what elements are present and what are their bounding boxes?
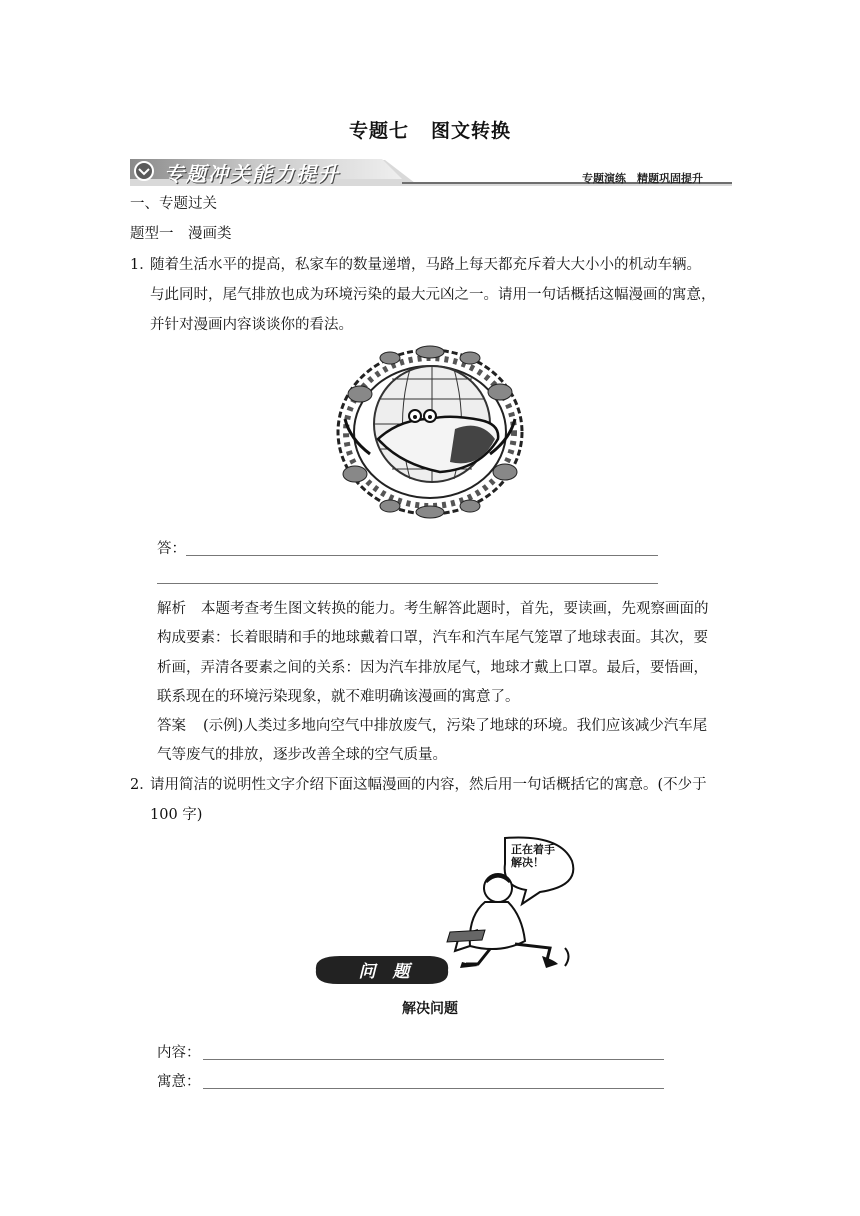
q1-answer-key-line2: 气等废气的排放，逐步改善全球的空气质量。 <box>157 747 447 763</box>
cartoon-caption: 解决问题 <box>402 1001 458 1017</box>
speech-bubble-line1: 正在着手 <box>511 843 555 856</box>
q1-analysis-line1: 本题考查考生图文转换的能力。考生解答此题时，首先，要读画，先观察画面的 <box>201 601 709 617</box>
q1-analysis-line3: 析画，弄清各要素之间的关系：因为汽车排放尾气，地球才戴上口罩。最后，要悟画， <box>157 660 708 676</box>
title-part1: 专题七 <box>348 120 409 142</box>
q2-number: 2． <box>130 777 154 793</box>
speech-bubble-line2: 解决！ <box>511 856 544 869</box>
q1-answer-key-label: 答案 <box>157 718 186 734</box>
q1-analysis-line2: 构成要素：长着眼睛和手的地球戴着口罩，汽车和汽车尾气笼罩了地球表面。其次，要 <box>157 630 708 646</box>
q2-meaning-label: 寓意： <box>157 1074 201 1090</box>
section-banner <box>130 157 732 187</box>
q1-number: 1． <box>130 257 154 273</box>
q1-line2: 与此同时，尾气排放也成为环境污染的最大元凶之一。请用一句话概括这幅漫画的寓意， <box>150 287 716 303</box>
chevron-circle-icon <box>135 162 153 180</box>
earth-mask-cartoon <box>330 344 530 520</box>
q1-line3: 并针对漫画内容谈谈你的看法。 <box>150 317 353 333</box>
q2-line2: 100 字) <box>150 807 203 823</box>
problem-cartoon <box>310 836 580 992</box>
section-heading: 一、专题过关 <box>130 196 217 212</box>
q1-analysis-label: 解析 <box>157 601 186 617</box>
q1-answer-label: 答： <box>157 541 186 557</box>
problem-stone-text: 问 题 <box>358 962 410 982</box>
q2-content-line[interactable] <box>203 1059 664 1060</box>
q2-line1: 请用简洁的说明性文字介绍下面这幅漫画的内容，然后用一句话概括它的寓意。(不少于 <box>150 777 707 793</box>
q1-answer-line-2[interactable] <box>157 583 658 584</box>
speech-bubble-text <box>511 843 555 869</box>
q1-answer-key-line1: (示例)人类过多地向空气中排放废气，污染了地球的环境。我们应该减少汽车尾 <box>203 718 708 734</box>
page-title <box>0 116 860 143</box>
q2-meaning-line[interactable] <box>203 1088 664 1089</box>
banner-title: 专题冲关能力提升 <box>164 162 340 186</box>
q1-line1: 随着生活水平的提高，私家车的数量递增，马路上每天都充斥着大大小小的机动车辆。 <box>150 257 701 273</box>
banner-subtitle: 专题演练 精题巩固提升 <box>582 172 703 185</box>
title-part2: 图文转换 <box>431 120 512 142</box>
q2-content-label: 内容： <box>157 1045 201 1061</box>
q1-answer-line-1[interactable] <box>186 555 658 556</box>
type-heading: 题型一 漫画类 <box>130 226 232 242</box>
q1-analysis-line4: 联系现在的环境污染现象，就不难明确该漫画的寓意了。 <box>157 689 520 705</box>
